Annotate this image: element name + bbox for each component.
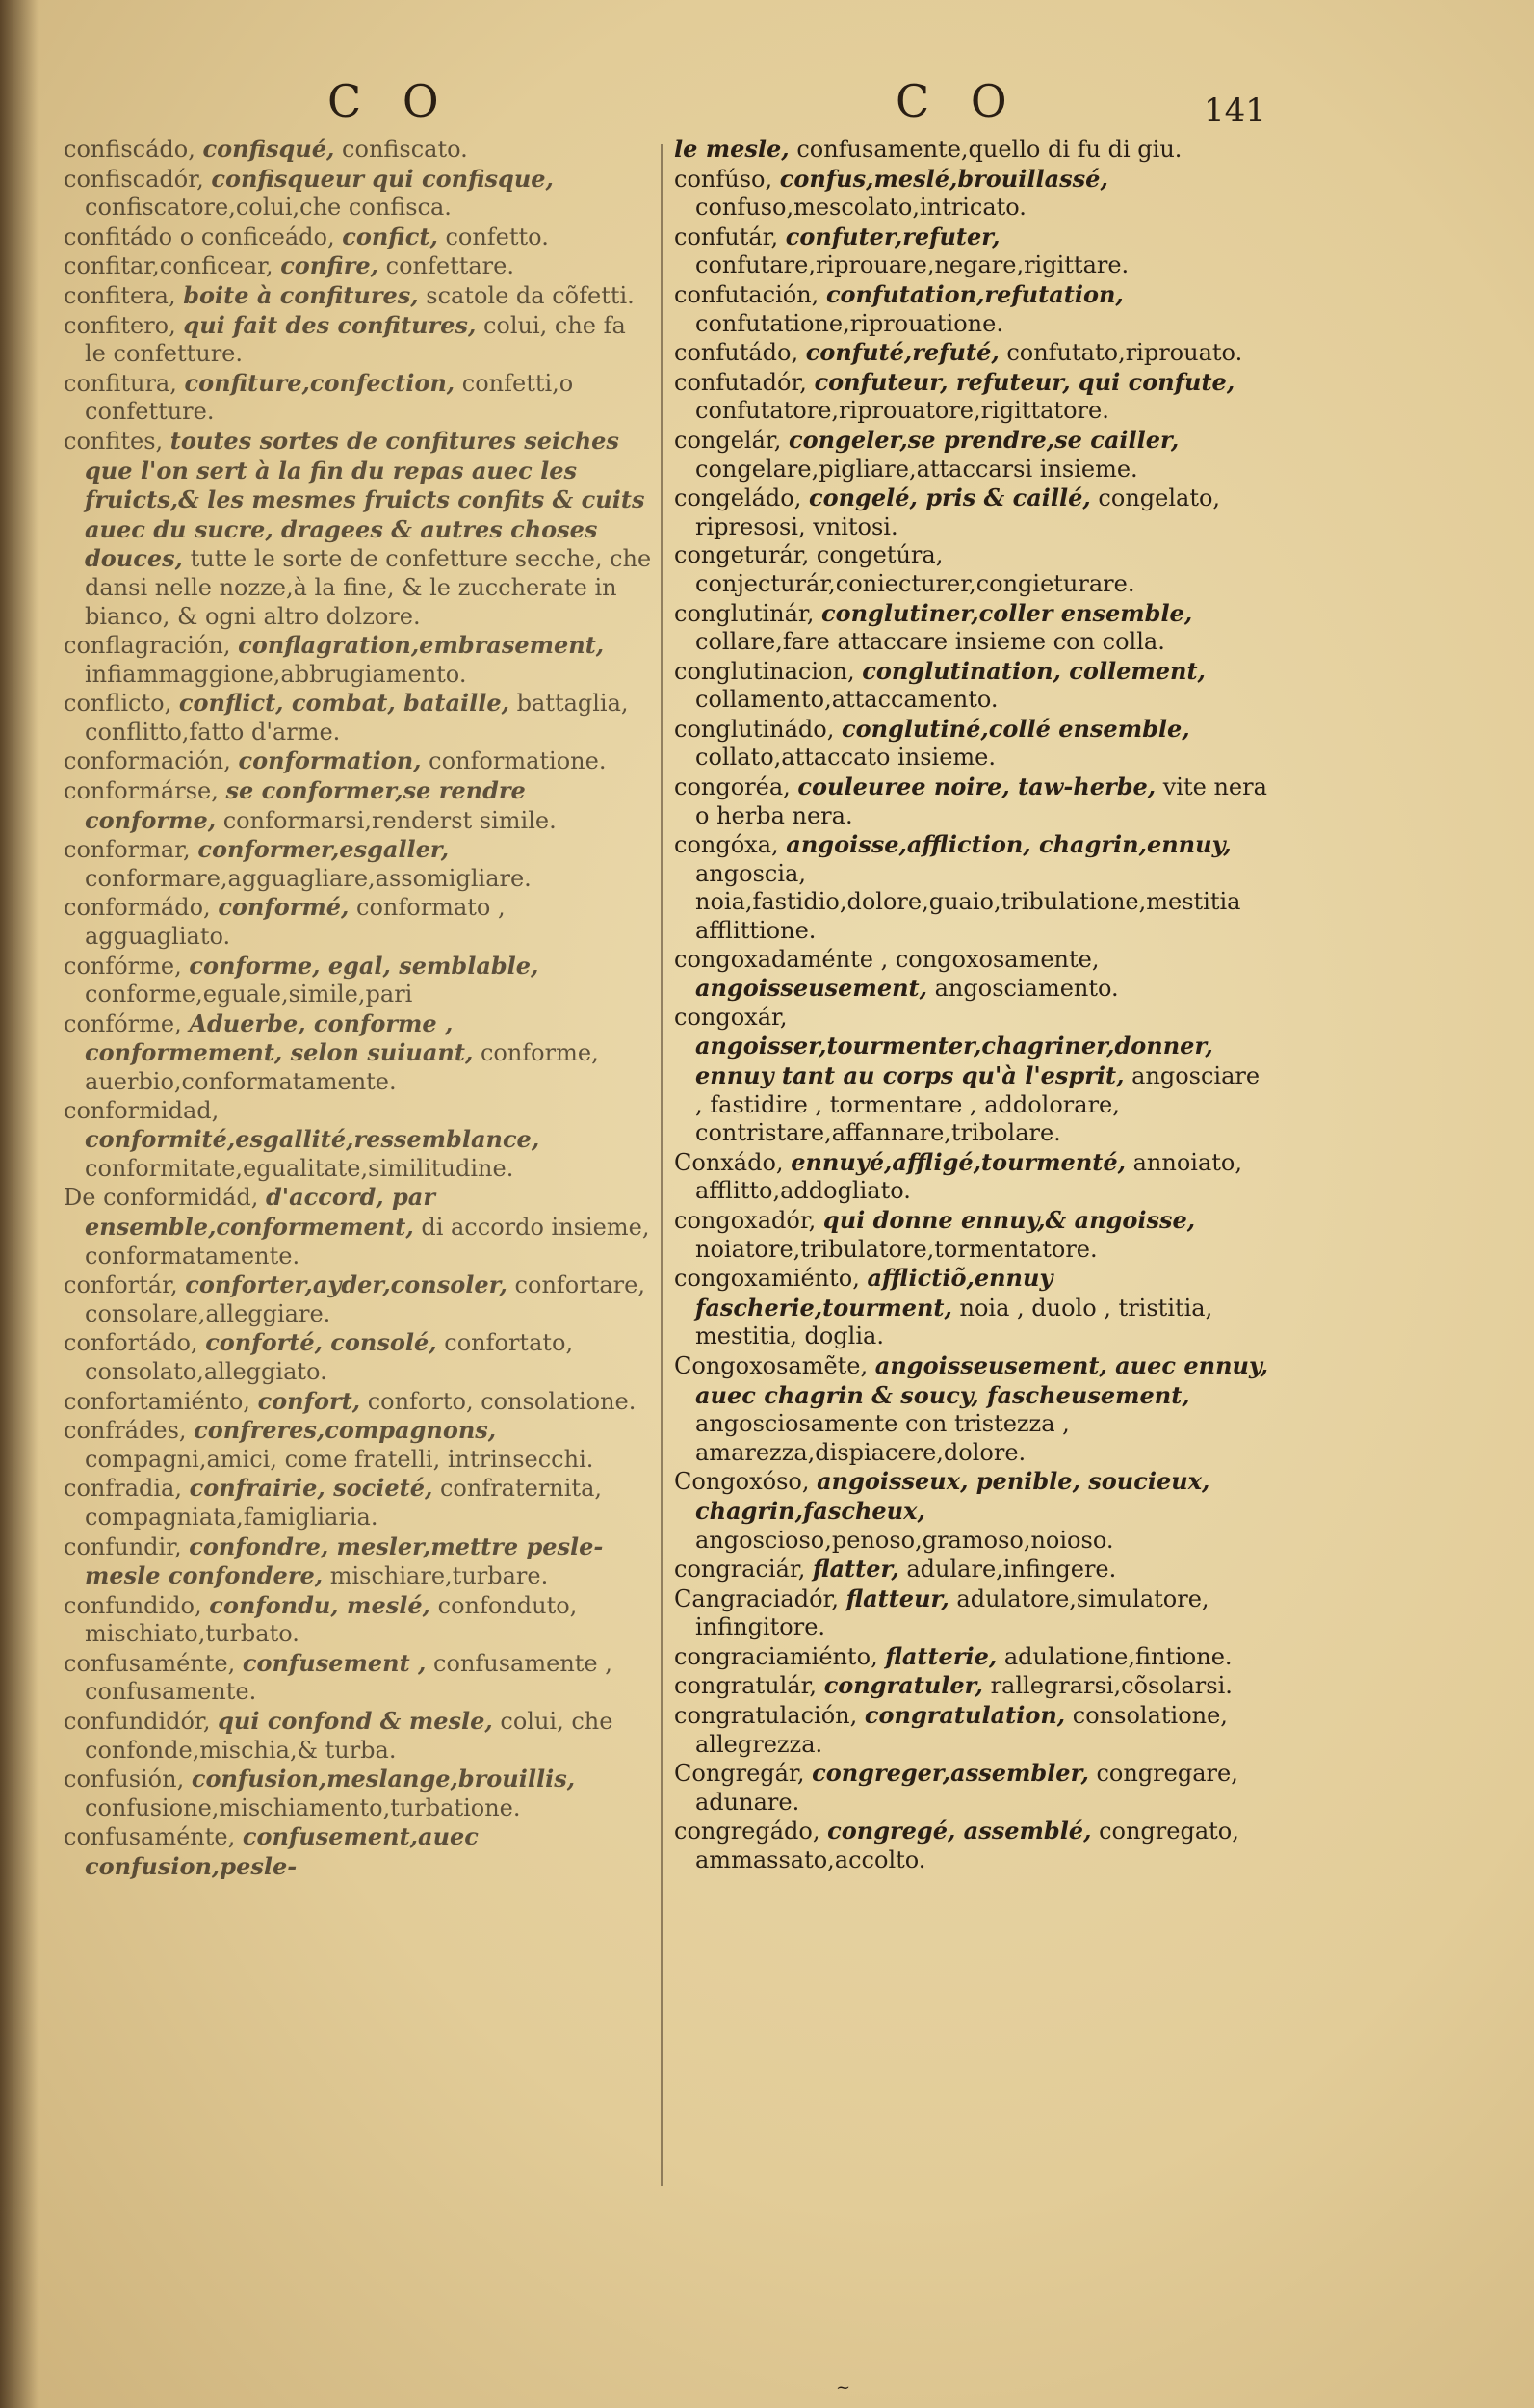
italian-gloss: battaglia, conflitto,fatto d'arme. — [85, 690, 629, 746]
headword: confusaménte, — [64, 1649, 236, 1677]
headword: De conformidád, — [64, 1184, 259, 1212]
headword: Congregár, — [674, 1760, 805, 1788]
french-gloss: flatterie, — [885, 1641, 998, 1670]
french-gloss: conforter,ayder,consoler, — [185, 1270, 507, 1299]
headword: confutadór, — [674, 368, 807, 396]
dictionary-entry — [674, 1759, 1271, 1817]
dictionary-entry — [674, 280, 1271, 338]
headword: congoxár, — [674, 1003, 788, 1031]
headword: congeládo, — [674, 484, 802, 512]
dictionary-entry — [674, 715, 1271, 772]
french-gloss: congratuler, — [823, 1671, 983, 1700]
headword: confórme, — [64, 1009, 182, 1037]
headword: confundido, — [64, 1591, 202, 1619]
headword: confusaménte, — [64, 1823, 236, 1851]
headword: congeturár, — [674, 541, 810, 569]
italian-gloss: confiscatore,colui,che confisca. — [85, 194, 452, 222]
dictionary-entry — [64, 222, 653, 252]
dictionary-entry — [64, 251, 653, 281]
italian-gloss: conformato , agguagliato. — [85, 894, 506, 951]
italian-gloss: confusamente , confusamente. — [85, 1649, 612, 1706]
dictionary-entry — [64, 1649, 653, 1707]
french-gloss: conformité,esgallité,ressemblance, — [85, 1125, 540, 1154]
italian-gloss: noiatore,tribulatore,tormentatore. — [695, 1235, 1098, 1263]
french-gloss: conformé, — [218, 893, 350, 922]
dictionary-entry — [674, 772, 1271, 830]
french-gloss: conglutiner,coller ensemble, — [821, 598, 1193, 627]
dictionary-entry — [674, 1642, 1271, 1672]
italian-gloss: conforme, auerbio,conformatamente. — [85, 1039, 599, 1095]
dictionary-entry — [674, 1264, 1271, 1351]
dictionary-entry — [674, 135, 1271, 165]
french-gloss: conforme, egal, semblable, — [189, 951, 539, 980]
headword: confiscádo, — [64, 136, 195, 163]
italian-gloss: conforto, consolatione. — [367, 1387, 637, 1415]
italian-gloss: conformatione. — [429, 747, 607, 775]
headword: confortár, — [64, 1271, 178, 1299]
headword: confradia, — [64, 1475, 182, 1503]
headword: Conxádo, — [674, 1148, 784, 1176]
french-gloss: congregé, assemblé, — [827, 1817, 1092, 1845]
dictionary-entry — [674, 1351, 1271, 1467]
dictionary-entry — [674, 1206, 1271, 1264]
headword: confusión, — [64, 1766, 185, 1793]
italian-gloss: confuso,mescolato,intricato. — [695, 194, 1027, 222]
dictionary-entry — [674, 1584, 1271, 1642]
french-gloss: flatteur, — [845, 1584, 949, 1612]
italian-gloss: mischiare,turbare. — [329, 1562, 549, 1590]
french-gloss: congelé, pris & caillé, — [808, 484, 1091, 512]
dictionary-entry — [674, 484, 1271, 541]
headword: congratulár, — [674, 1672, 818, 1700]
footer-mark: ~ — [836, 2377, 851, 2397]
dictionary-entry — [64, 1387, 653, 1417]
headword: congoxadaménte , congoxosamente, — [674, 945, 1100, 973]
dictionary-entry — [64, 1328, 653, 1386]
dictionary-entry — [64, 1416, 653, 1474]
headword: congoxadór, — [674, 1206, 817, 1234]
dictionary-entry — [64, 281, 653, 311]
italian-gloss: confettare. — [385, 252, 514, 280]
french-gloss: confisqué, — [202, 135, 335, 163]
french-gloss: confuteur, refuteur, qui confute, — [814, 367, 1235, 396]
french-gloss: conformer,esgaller, — [197, 835, 450, 864]
italian-gloss: congelare,pigliare,attaccarsi insieme. — [695, 455, 1138, 483]
french-gloss: confisqueur qui confisque, — [211, 164, 554, 193]
french-gloss: angoisser,tourmenter,chagriner,donner, ennuy tant au corps qu'à l'esprit, — [695, 1032, 1213, 1089]
dictionary-entry — [674, 368, 1271, 426]
french-gloss: conformation, — [238, 746, 422, 775]
dictionary-entry — [64, 689, 653, 746]
headword: confiscadór, — [64, 165, 204, 193]
french-gloss: se conformer,se rendre conforme, — [85, 776, 526, 834]
dictionary-entry — [64, 893, 653, 951]
french-gloss: qui confond & mesle, — [218, 1707, 493, 1736]
left-column — [64, 135, 653, 1882]
italian-gloss: confutatore,riprouatore,rigittatore. — [695, 397, 1109, 425]
french-gloss: angoisseux, penible, soucieux, chagrin,fascheux, — [695, 1467, 1210, 1525]
dictionary-entry — [674, 1671, 1271, 1701]
headword: conformidad, — [64, 1096, 220, 1124]
french-gloss: congreger,assembler, — [812, 1759, 1089, 1788]
italian-gloss: confusione,mischiamento,turbatione. — [85, 1793, 521, 1821]
french-gloss: ennuyé,affligé,tourmenté, — [791, 1147, 1126, 1176]
headword: Congoxosamẽte, — [674, 1351, 869, 1379]
dictionary-entry — [674, 426, 1271, 484]
italian-gloss: confonduto, mischiato,turbato. — [85, 1591, 578, 1648]
headword: confundir, — [64, 1532, 182, 1560]
dictionary-entry — [64, 1009, 653, 1097]
headword: confitar,conficear, — [64, 252, 273, 280]
italian-gloss: confortato, consolato,alleggiato. — [85, 1329, 574, 1385]
italian-gloss: conformarsi,renderst simile. — [222, 806, 557, 834]
italian-gloss: angoscioso,penoso,gramoso,noioso. — [695, 1526, 1114, 1554]
italian-gloss: infiammaggione,abbrugiamento. — [85, 660, 467, 688]
headword: confitura, — [64, 369, 177, 397]
dictionary-entry — [64, 1707, 653, 1765]
headword: confortamiénto, — [64, 1387, 250, 1415]
dictionary-entry — [674, 1817, 1271, 1874]
italian-gloss: collare,fare attaccare insieme con colla. — [695, 628, 1165, 656]
dictionary-entry — [64, 776, 653, 835]
french-gloss: confondu, meslé, — [209, 1590, 430, 1619]
french-gloss: conglutination, collement, — [862, 656, 1206, 685]
italian-gloss: angoscia, noia,fastidio,dolore,guaio,tribulatione,mestitia afflittione. — [695, 859, 1241, 945]
headword: conglutinacion, — [674, 657, 855, 685]
dictionary-entry — [64, 1532, 653, 1591]
dictionary-entry — [674, 1467, 1271, 1555]
headword: confundidór, — [64, 1708, 211, 1736]
dictionary-entry — [64, 427, 653, 631]
french-gloss: confrairie, societé, — [189, 1474, 433, 1503]
headword: congraciár, — [674, 1556, 806, 1584]
italian-gloss: consolatione, allegrezza. — [695, 1702, 1228, 1758]
italian-gloss: tutte le sorte de confetture secche, che dansi nelle nozze,à la fine, & le zuccherate in bianco, & ogni altro dolzore. — [85, 545, 652, 630]
french-gloss: afflictiõ,ennuy fascherie,tourment, — [695, 1264, 1053, 1322]
french-gloss: confusement,auec confusion,pesle- — [85, 1822, 479, 1881]
italian-gloss: rallegrarsi,cõsolarsi. — [990, 1672, 1233, 1700]
french-gloss: confict, — [342, 222, 438, 250]
french-gloss: Aduerbe, conforme , conformement, selon suiuant, — [85, 1008, 474, 1067]
dictionary-entry — [674, 657, 1271, 715]
dictionary-entry — [64, 835, 653, 893]
french-gloss: conflict, combat, bataille, — [178, 689, 509, 718]
french-gloss: confuter,refuter, — [785, 222, 1001, 250]
french-gloss: confusion,meslange,brouillis, — [191, 1765, 576, 1793]
italian-gloss: colui, che fa le confetture. — [85, 311, 626, 368]
headword: congoréa, — [674, 773, 791, 801]
headword: confutádo, — [674, 339, 799, 367]
headword: confórme, — [64, 952, 182, 980]
headword: confitádo o conficeádo, — [64, 222, 335, 250]
french-gloss: conflagration,embrasement, — [238, 631, 605, 660]
page-number: 141 — [1204, 92, 1266, 130]
italian-gloss: confraternita, compagniata,famigliaria. — [85, 1475, 603, 1531]
italian-gloss: confutatione,riprouatione. — [695, 309, 1003, 337]
french-gloss: confire, — [280, 251, 378, 280]
dictionary-entry — [64, 311, 653, 369]
italian-gloss: confetti,o confetture. — [85, 369, 574, 426]
headword: congóxa, — [674, 831, 779, 859]
dictionary-entry — [64, 746, 653, 776]
italian-gloss: angosciare , fastidire , tormentare , addolorare, contristare,affannare,tribolare. — [695, 1062, 1261, 1147]
running-head-right: C O — [896, 75, 1021, 127]
italian-gloss: angosciosamente con tristezza , amarezza,dispiacere,dolore. — [695, 1410, 1070, 1466]
headword: conflicto, — [64, 690, 172, 718]
french-gloss: angoisseusement, — [695, 974, 927, 1003]
dictionary-entry — [64, 369, 653, 427]
italian-gloss: congelato, ripresosi, vnitosi. — [695, 484, 1221, 540]
dictionary-entry — [674, 541, 1271, 598]
dictionary-entry — [674, 599, 1271, 657]
dictionary-entry — [64, 1183, 653, 1270]
headword: confortádo, — [64, 1329, 198, 1357]
italian-gloss: adulatione,fintione. — [1003, 1642, 1233, 1670]
headword: conflagración, — [64, 632, 231, 660]
french-gloss: angoisseusement, auec ennuy, auec chagrin & soucy, fascheusement, — [695, 1350, 1268, 1409]
italian-gloss: conformare,agguagliare,assomigliare. — [85, 864, 532, 892]
french-gloss: boite à confitures, — [183, 280, 419, 309]
italian-gloss: collato,attaccato insieme. — [695, 744, 997, 772]
french-gloss: flatter, — [813, 1555, 899, 1584]
headword: congraciamiénto, — [674, 1642, 878, 1670]
italian-gloss: confutato,riprouato. — [1006, 339, 1243, 367]
italian-gloss: confetto. — [445, 222, 549, 250]
headword: congratulación, — [674, 1702, 858, 1730]
dictionary-entry — [674, 165, 1271, 222]
headword: congregádo, — [674, 1818, 820, 1845]
dictionary-entry — [64, 1591, 653, 1649]
dictionary-entry — [674, 1555, 1271, 1584]
headword: congelár, — [674, 426, 782, 454]
headword: conglutinár, — [674, 599, 815, 627]
headword: confúso, — [674, 165, 773, 193]
french-gloss: conglutiné,collé ensemble, — [842, 714, 1190, 743]
headword: confrádes, — [64, 1417, 187, 1445]
headword: conformádo, — [64, 894, 211, 922]
italian-gloss: angosciamento. — [934, 975, 1119, 1003]
french-gloss: confiture,confection, — [184, 368, 455, 397]
italian-gloss: conformitate,egualitate,similitudine. — [85, 1154, 514, 1182]
dictionary-entry — [674, 1701, 1271, 1759]
headword: conformación, — [64, 747, 231, 775]
italian-gloss: congregato, ammassato,accolto. — [695, 1818, 1239, 1874]
italian-gloss: vite nera o herba nera. — [695, 773, 1267, 829]
french-gloss: confusement , — [242, 1648, 427, 1677]
french-gloss: qui fait des confitures, — [183, 310, 477, 339]
headword: congoxamiénto, — [674, 1265, 860, 1293]
french-gloss: angoisse,affliction, chagrin,ennuy, — [786, 830, 1232, 859]
dictionary-entry — [674, 830, 1271, 945]
dictionary-entry — [674, 1148, 1271, 1206]
french-gloss: confondre, mesler,mettre pesle-mesle confondere, — [85, 1531, 604, 1590]
italian-gloss: colui, che confonde,mischia,& turba. — [85, 1708, 613, 1764]
french-gloss: d'accord, par ensemble,conformement, — [85, 1183, 435, 1241]
right-column — [674, 135, 1271, 1875]
headword: confutár, — [674, 222, 779, 250]
dictionary-entry — [674, 1004, 1271, 1148]
italian-gloss: congregare, adunare. — [695, 1760, 1238, 1816]
french-gloss: confreres,compagnons, — [194, 1416, 497, 1445]
italian-gloss: adulare,infingere. — [906, 1556, 1117, 1584]
running-head-left: C O — [327, 75, 453, 127]
dictionary-entry — [64, 1270, 653, 1328]
italian-gloss: adulatore,simulatore, infingitore. — [695, 1584, 1209, 1641]
french-gloss: confort, — [257, 1386, 361, 1415]
french-gloss: couleuree noire, taw-herbe, — [797, 772, 1157, 801]
french-gloss: le mesle, — [674, 135, 790, 163]
italian-gloss: confiscato. — [342, 136, 468, 163]
italian-gloss: confortare, consolare,alleggiare. — [85, 1271, 645, 1327]
italian-gloss: confutare,riprouare,negare,rigittare. — [695, 251, 1130, 279]
dictionary-entry — [64, 1822, 653, 1881]
italian-gloss: congetúra, conjecturár,coniecturer,congieturare. — [695, 541, 1135, 597]
headword: confites, — [64, 427, 164, 455]
headword: Cangraciadór, — [674, 1584, 839, 1612]
column-divider — [661, 144, 663, 2186]
dictionary-entry — [64, 135, 653, 165]
headword: conformárse, — [64, 777, 219, 805]
headword: confitero, — [64, 311, 176, 339]
dictionary-entry — [64, 165, 653, 222]
italian-gloss: conforme,eguale,simile,pari — [85, 981, 413, 1008]
dictionary-entry — [674, 946, 1271, 1004]
dictionary-entry — [64, 1765, 653, 1822]
french-gloss: congeler,se prendre,se cailler, — [789, 425, 1180, 454]
headword: confutación, — [674, 280, 819, 308]
headword: confitera, — [64, 281, 176, 309]
french-gloss: toutes sortes de confitures seiches que l'on sert à la fin du repas auec les fruicts,& les mesmes fruicts confits & cuits auec du sucre, dragees & autres choses douces, — [85, 426, 645, 573]
dictionary-entry — [674, 338, 1271, 368]
italian-gloss: noia , duolo , tristitia, mestitia, doglia. — [695, 1294, 1213, 1350]
headword: conformar, — [64, 836, 191, 864]
italian-gloss: confusamente,quello di fu di giu. — [796, 136, 1183, 163]
dictionary-entry — [674, 222, 1271, 280]
dictionary-entry — [64, 631, 653, 689]
italian-gloss: scatole da cõfetti. — [426, 281, 635, 309]
french-gloss: confutation,refutation, — [825, 279, 1124, 308]
french-gloss: conforté, consolé, — [205, 1328, 437, 1357]
headword: Congoxóso, — [674, 1468, 810, 1496]
italian-gloss: collamento,attaccamento. — [695, 686, 999, 714]
page-binding-shadow — [0, 0, 39, 2408]
dictionary-entry — [64, 1097, 653, 1184]
french-gloss: confuté,refuté, — [805, 338, 1000, 367]
italian-gloss: annoiato, afflitto,addogliato. — [695, 1148, 1243, 1205]
dictionary-entry — [64, 1474, 653, 1531]
french-gloss: confus,meslé,brouillassé, — [779, 164, 1108, 193]
french-gloss: congratulation, — [864, 1701, 1066, 1730]
headword: conglutinádo, — [674, 715, 835, 743]
italian-gloss: di accordo insieme, conformatamente. — [85, 1213, 650, 1269]
dictionary-entry — [64, 952, 653, 1009]
french-gloss: qui donne ennuy,& angoisse, — [822, 1205, 1196, 1234]
italian-gloss: compagni,amici, come fratelli, intrinsecchi. — [85, 1445, 594, 1473]
